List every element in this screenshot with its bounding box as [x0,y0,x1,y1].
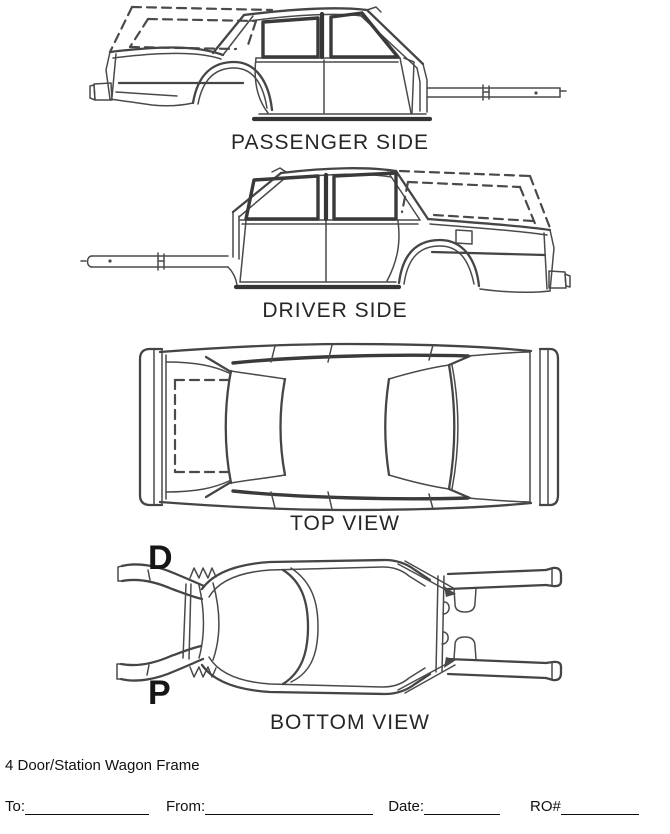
passenger-side-drawing [90,7,566,119]
from-blank-line [205,797,373,815]
ro-label: RO# [530,798,561,815]
date-blank-line [424,797,500,815]
driver-side-drawing [81,168,570,292]
to-label: To: [5,798,26,815]
view-label-bottom-view: BOTTOM VIEW [270,711,430,734]
to-blank-line [25,797,149,815]
view-label-passenger-side: PASSENGER SIDE [231,131,429,154]
view-label-driver-side: DRIVER SIDE [262,299,408,322]
driver-side-marker: D [148,539,173,577]
sheet-caption: 4 Door/Station Wagon Frame [5,757,200,774]
form-field-ro [530,797,639,815]
form-field-to [5,797,149,815]
view-label-top-view: TOP VIEW [290,512,400,535]
top-view-drawing [140,344,558,510]
date-label: Date: [388,798,425,815]
from-label: From: [166,798,206,815]
form-field-from [166,797,373,815]
passenger-side-marker: P [148,674,171,712]
ro-blank-line [561,797,639,815]
form-field-date [388,797,500,815]
routing-form-row [5,797,665,815]
bottom-view-drawing [117,560,561,694]
